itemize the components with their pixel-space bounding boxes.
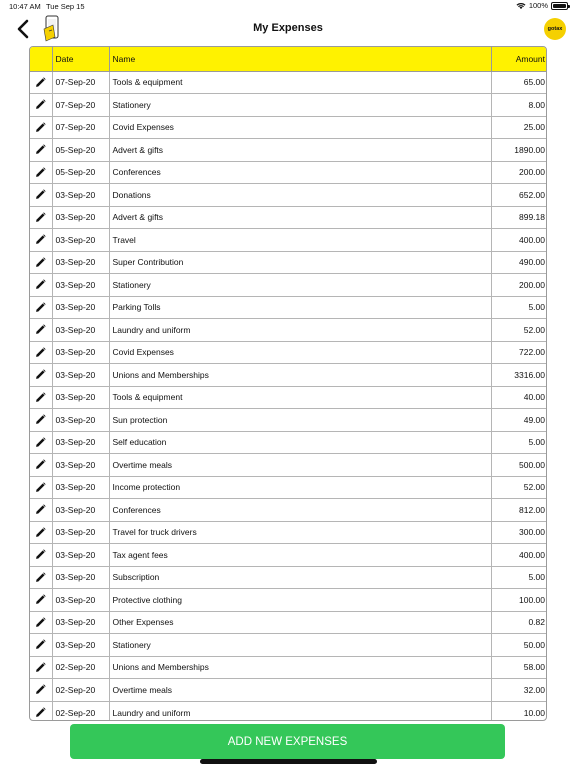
expenses-table xyxy=(29,46,547,721)
pencil-icon[interactable] xyxy=(35,392,46,403)
table-row[interactable] xyxy=(30,499,547,522)
date-cell: 07-Sep-20 xyxy=(52,71,109,94)
table-row[interactable] xyxy=(30,229,547,252)
status-right xyxy=(516,1,568,10)
date-cell: 03-Sep-20 xyxy=(52,454,109,477)
table-row[interactable] xyxy=(30,274,547,297)
edit-cell[interactable] xyxy=(30,431,52,454)
name-cell: Super Contribution xyxy=(109,251,491,274)
amount-cell: 5.00 xyxy=(491,566,547,589)
pencil-icon[interactable] xyxy=(35,617,46,628)
name-cell: Tax agent fees xyxy=(109,544,491,567)
table-row[interactable] xyxy=(30,521,547,544)
edit-cell[interactable] xyxy=(30,296,52,319)
edit-cell[interactable] xyxy=(30,274,52,297)
amount-cell: 49.00 xyxy=(491,409,547,432)
battery-icon xyxy=(551,2,568,10)
name-cell: Subscription xyxy=(109,566,491,589)
name-cell: Conferences xyxy=(109,499,491,522)
name-cell: Conferences xyxy=(109,161,491,184)
table-row[interactable] xyxy=(30,71,547,94)
table-row[interactable] xyxy=(30,139,547,162)
pencil-icon[interactable] xyxy=(35,302,46,313)
name-cell: Stationery xyxy=(109,94,491,117)
date-cell: 07-Sep-20 xyxy=(52,116,109,139)
table-row[interactable] xyxy=(30,431,547,454)
edit-cell[interactable] xyxy=(30,251,52,274)
table-row[interactable] xyxy=(30,319,547,342)
date-cell: 03-Sep-20 xyxy=(52,499,109,522)
date-cell: 03-Sep-20 xyxy=(52,544,109,567)
amount-cell: 52.00 xyxy=(491,319,547,342)
name-cell: Self education xyxy=(109,431,491,454)
amount-cell: 1890.00 xyxy=(491,139,547,162)
amount-cell: 400.00 xyxy=(491,229,547,252)
header-edit xyxy=(30,47,52,71)
name-cell: Stationery xyxy=(109,634,491,657)
edit-cell[interactable] xyxy=(30,206,52,229)
date-cell: 02-Sep-20 xyxy=(52,679,109,702)
edit-cell[interactable] xyxy=(30,71,52,94)
name-cell: Travel xyxy=(109,229,491,252)
date-cell: 03-Sep-20 xyxy=(52,566,109,589)
table-row[interactable] xyxy=(30,296,547,319)
date-cell: 03-Sep-20 xyxy=(52,386,109,409)
edit-cell[interactable] xyxy=(30,341,52,364)
amount-cell: 490.00 xyxy=(491,251,547,274)
edit-cell[interactable] xyxy=(30,229,52,252)
edit-cell[interactable] xyxy=(30,116,52,139)
nav-bar xyxy=(0,14,576,44)
amount-cell: 8.00 xyxy=(491,94,547,117)
name-cell: Advert & gifts xyxy=(109,139,491,162)
edit-cell[interactable] xyxy=(30,476,52,499)
table-row[interactable] xyxy=(30,611,547,634)
pencil-icon[interactable] xyxy=(35,144,46,155)
amount-cell: 40.00 xyxy=(491,386,547,409)
name-cell: Tools & equipment xyxy=(109,386,491,409)
pencil-icon[interactable] xyxy=(35,639,46,650)
name-cell: Covid Expenses xyxy=(109,341,491,364)
edit-cell[interactable] xyxy=(30,319,52,342)
name-cell: Unions and Memberships xyxy=(109,656,491,679)
edit-cell[interactable] xyxy=(30,94,52,117)
pencil-icon[interactable] xyxy=(35,549,46,560)
amount-cell: 10.00 xyxy=(523,707,545,718)
edit-cell[interactable] xyxy=(30,184,52,207)
amount-cell: 300.00 xyxy=(491,521,547,544)
pencil-icon[interactable] xyxy=(35,662,46,673)
pencil-icon[interactable] xyxy=(35,212,46,223)
amount-cell: 5.00 xyxy=(491,431,547,454)
table-row[interactable] xyxy=(30,656,547,679)
pencil-icon[interactable] xyxy=(35,189,46,200)
name-cell: Parking Tolls xyxy=(109,296,491,319)
pencil-icon[interactable] xyxy=(35,99,46,110)
edit-cell[interactable] xyxy=(30,499,52,522)
date-cell: 03-Sep-20 xyxy=(52,589,109,612)
status-bar xyxy=(0,0,576,14)
edit-cell[interactable] xyxy=(30,454,52,477)
amount-cell: 200.00 xyxy=(491,161,547,184)
date-cell: 05-Sep-20 xyxy=(52,161,109,184)
date-cell: 03-Sep-20 xyxy=(52,611,109,634)
date-cell: 03-Sep-20 xyxy=(52,431,109,454)
pencil-icon[interactable] xyxy=(35,167,46,178)
pencil-icon[interactable] xyxy=(35,684,46,695)
amount-cell: 3316.00 xyxy=(491,364,547,387)
date-cell: 03-Sep-20 xyxy=(52,229,109,252)
amount-cell: 5.00 xyxy=(491,296,547,319)
table-row[interactable] xyxy=(30,544,547,567)
amount-cell: 100.00 xyxy=(491,589,547,612)
table-row[interactable] xyxy=(30,184,547,207)
pencil-icon[interactable] xyxy=(35,594,46,605)
table-row[interactable] xyxy=(30,589,547,612)
table-row[interactable] xyxy=(30,454,547,477)
table-row[interactable] xyxy=(30,251,547,274)
date-cell: 05-Sep-20 xyxy=(52,139,109,162)
table-header-row xyxy=(30,47,547,71)
edit-cell[interactable] xyxy=(30,611,52,634)
date-cell: 03-Sep-20 xyxy=(52,341,109,364)
battery-percent: 100% xyxy=(528,1,548,10)
pencil-icon[interactable] xyxy=(35,122,46,133)
pencil-icon[interactable] xyxy=(35,482,46,493)
name-cell: Protective clothing xyxy=(109,589,491,612)
name-cell: Unions and Memberships xyxy=(109,364,491,387)
amount-cell: 25.00 xyxy=(491,116,547,139)
amount-cell: 58.00 xyxy=(491,656,547,679)
status-time: 10:47 AM xyxy=(9,2,41,11)
name-cell: Donations xyxy=(109,184,491,207)
pencil-icon[interactable] xyxy=(35,414,46,425)
amount-cell: 50.00 xyxy=(491,634,547,657)
edit-cell[interactable] xyxy=(30,634,52,657)
name-cell: Travel for truck drivers xyxy=(109,521,491,544)
name-cell: Advert & gifts xyxy=(109,206,491,229)
pencil-icon[interactable] xyxy=(35,369,46,380)
date-cell: 03-Sep-20 xyxy=(52,206,109,229)
header-name[interactable]: Name xyxy=(109,47,491,71)
edit-cell[interactable] xyxy=(30,521,52,544)
date-cell: 03-Sep-20 xyxy=(52,476,109,499)
edit-cell[interactable] xyxy=(30,589,52,612)
table-row[interactable] xyxy=(30,409,547,432)
date-cell: 07-Sep-20 xyxy=(52,94,109,117)
date-cell: 03-Sep-20 xyxy=(52,521,109,544)
date-cell: 02-Sep-20 xyxy=(52,701,109,721)
edit-cell[interactable] xyxy=(30,656,52,679)
amount-cell: 65.00 xyxy=(491,71,547,94)
pencil-icon[interactable] xyxy=(35,504,46,515)
pencil-icon[interactable] xyxy=(35,437,46,448)
edit-cell[interactable] xyxy=(30,386,52,409)
page-title: My Expenses xyxy=(253,22,323,34)
name-cell: Laundry and uniform xyxy=(109,701,491,721)
pencil-icon[interactable] xyxy=(35,77,46,88)
pencil-icon[interactable] xyxy=(35,527,46,538)
home-indicator xyxy=(200,759,377,764)
edit-cell[interactable] xyxy=(30,409,52,432)
pencil-icon[interactable] xyxy=(35,234,46,245)
date-cell: 03-Sep-20 xyxy=(52,634,109,657)
pencil-icon[interactable] xyxy=(35,347,46,358)
name-cell: Other Expenses xyxy=(109,611,491,634)
name-cell: Sun protection xyxy=(109,409,491,432)
name-cell: Income protection xyxy=(109,476,491,499)
pencil-icon[interactable] xyxy=(35,572,46,583)
edit-cell[interactable] xyxy=(30,544,52,567)
amount-cell: 500.00 xyxy=(491,454,547,477)
amount-cell: 52.00 xyxy=(491,476,547,499)
date-cell: 03-Sep-20 xyxy=(52,319,109,342)
table-row[interactable] xyxy=(30,701,547,721)
table-row[interactable] xyxy=(30,364,547,387)
date-cell: 03-Sep-20 xyxy=(52,274,109,297)
edit-cell[interactable] xyxy=(30,701,52,721)
name-cell: Covid Expenses xyxy=(109,116,491,139)
table-row[interactable] xyxy=(30,341,547,364)
pencil-icon[interactable] xyxy=(35,459,46,470)
pencil-icon[interactable] xyxy=(35,257,46,268)
table-row[interactable] xyxy=(30,161,547,184)
edit-cell[interactable] xyxy=(30,566,52,589)
amount-cell: 0.82 xyxy=(491,611,547,634)
add-new-expenses-button[interactable]: ADD NEW EXPENSES xyxy=(70,724,505,759)
amount-cell: 200.00 xyxy=(491,274,547,297)
table-row[interactable] xyxy=(30,206,547,229)
edit-cell[interactable] xyxy=(30,161,52,184)
name-cell: Laundry and uniform xyxy=(109,319,491,342)
table-row[interactable] xyxy=(30,476,547,499)
date-cell: 03-Sep-20 xyxy=(52,184,109,207)
name-cell: Overtime meals xyxy=(109,679,491,702)
table-row[interactable] xyxy=(30,94,547,117)
amount-cell: 722.00 xyxy=(491,341,547,364)
header-amount[interactable]: Amount xyxy=(491,47,547,71)
table-row[interactable] xyxy=(30,386,547,409)
edit-cell[interactable] xyxy=(30,364,52,387)
amount-cell: 32.00 xyxy=(491,679,547,702)
date-cell: 03-Sep-20 xyxy=(52,364,109,387)
date-cell: 03-Sep-20 xyxy=(52,251,109,274)
date-cell: 03-Sep-20 xyxy=(52,409,109,432)
name-cell: Stationery xyxy=(109,274,491,297)
amount-cell: 812.00 xyxy=(491,499,547,522)
table-row[interactable] xyxy=(30,679,547,702)
edit-cell[interactable] xyxy=(30,679,52,702)
amount-cell: 899.18 xyxy=(491,206,547,229)
pencil-icon[interactable] xyxy=(35,707,46,718)
table-row[interactable] xyxy=(30,116,547,139)
brand-logo: gotax xyxy=(544,18,566,40)
wifi-icon xyxy=(516,2,526,10)
amount-cell: 652.00 xyxy=(491,184,547,207)
name-cell: Overtime meals xyxy=(109,454,491,477)
amount-cell: 400.00 xyxy=(491,544,547,567)
table-row[interactable] xyxy=(30,634,547,657)
status-date: Tue Sep 15 xyxy=(46,2,85,11)
pencil-icon[interactable] xyxy=(35,279,46,290)
date-cell: 02-Sep-20 xyxy=(52,656,109,679)
edit-cell[interactable] xyxy=(30,139,52,162)
header-date[interactable]: Date xyxy=(52,47,109,71)
name-cell: Tools & equipment xyxy=(109,71,491,94)
date-cell: 03-Sep-20 xyxy=(52,296,109,319)
pencil-icon[interactable] xyxy=(35,324,46,335)
table-row[interactable] xyxy=(30,566,547,589)
